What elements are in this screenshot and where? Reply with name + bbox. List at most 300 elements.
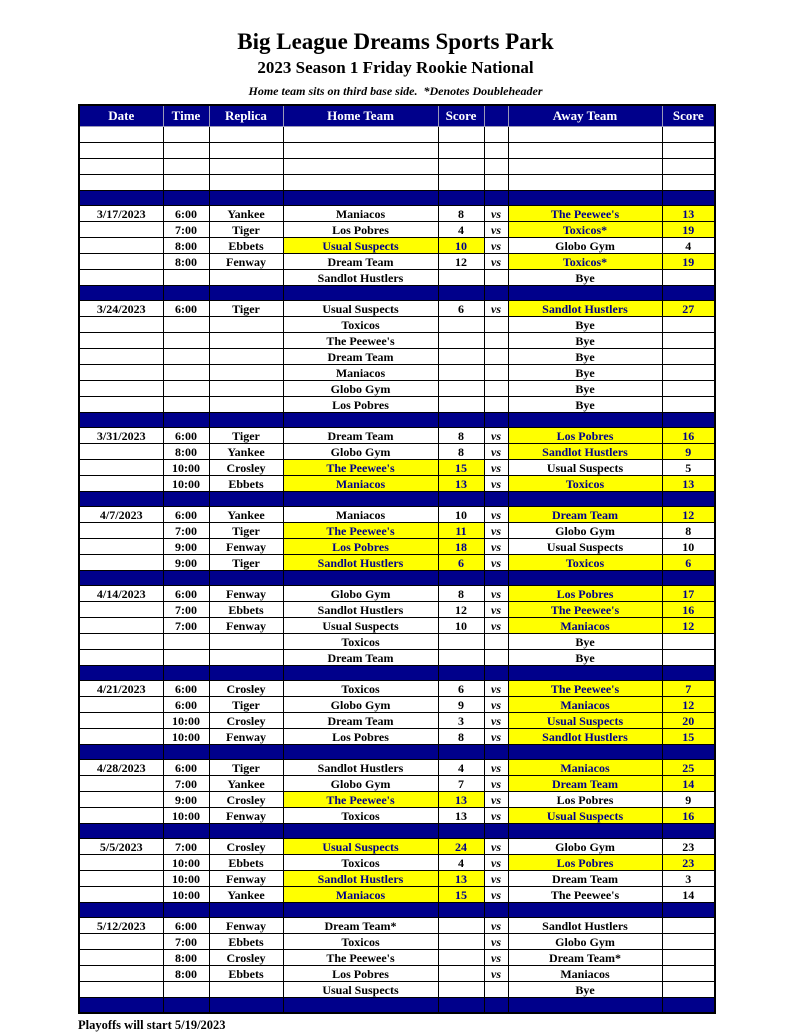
- replica-cell: Fenway: [209, 729, 283, 745]
- separator-cell: [283, 571, 438, 586]
- separator-cell: [508, 998, 662, 1014]
- time-cell: 10:00: [163, 476, 209, 492]
- away-score-cell: [662, 143, 715, 159]
- replica-cell: Crosley: [209, 460, 283, 476]
- vs-cell: [484, 317, 508, 333]
- home-score-cell: [438, 127, 484, 143]
- separator-cell: [209, 824, 283, 839]
- date-cell: [79, 855, 163, 871]
- vs-cell: [484, 127, 508, 143]
- away-score-cell: [662, 333, 715, 349]
- vs-cell: [484, 270, 508, 286]
- date-cell: 3/24/2023: [79, 301, 163, 317]
- empty-row: [79, 127, 715, 143]
- home-score-cell: 13: [438, 476, 484, 492]
- separator-cell: [163, 903, 209, 918]
- time-cell: [163, 650, 209, 666]
- vs-cell: vs: [484, 934, 508, 950]
- date-cell: [79, 317, 163, 333]
- week-separator-row: [79, 903, 715, 918]
- away-score-cell: 6: [662, 555, 715, 571]
- home-score-cell: 4: [438, 760, 484, 776]
- date-cell: [79, 349, 163, 365]
- schedule-table-body: [79, 127, 715, 1014]
- home-team-cell: Toxicos: [283, 855, 438, 871]
- replica-cell: Tiger: [209, 222, 283, 238]
- time-cell: 7:00: [163, 523, 209, 539]
- home-team-cell: Dream Team*: [283, 918, 438, 934]
- schedule-table: [78, 104, 716, 1014]
- replica-cell: [209, 397, 283, 413]
- away-score-cell: 9: [662, 444, 715, 460]
- away-team-cell: The Peewee's: [508, 206, 662, 222]
- away-team-cell: Maniacos: [508, 697, 662, 713]
- separator-cell: [662, 571, 715, 586]
- home-team-cell: Globo Gym: [283, 444, 438, 460]
- away-score-cell: 23: [662, 839, 715, 855]
- time-cell: 8:00: [163, 238, 209, 254]
- away-score-cell: 27: [662, 301, 715, 317]
- col-header-date: Date: [79, 105, 163, 127]
- time-cell: [163, 333, 209, 349]
- replica-cell: Fenway: [209, 586, 283, 602]
- time-cell: 7:00: [163, 934, 209, 950]
- home-team-cell: Usual Suspects: [283, 982, 438, 998]
- home-team-cell: [283, 143, 438, 159]
- away-team-cell: Maniacos: [508, 966, 662, 982]
- separator-cell: [283, 191, 438, 206]
- home-team-cell: Dream Team: [283, 349, 438, 365]
- separator-cell: [508, 903, 662, 918]
- time-cell: [163, 270, 209, 286]
- home-score-cell: [438, 397, 484, 413]
- away-team-cell: Maniacos: [508, 618, 662, 634]
- date-cell: 5/5/2023: [79, 839, 163, 855]
- home-team-cell: [283, 127, 438, 143]
- away-team-cell: The Peewee's: [508, 887, 662, 903]
- date-cell: [79, 143, 163, 159]
- bye-row: [79, 650, 715, 666]
- home-score-cell: 18: [438, 539, 484, 555]
- home-team-cell: Usual Suspects: [283, 301, 438, 317]
- time-cell: 6:00: [163, 697, 209, 713]
- time-cell: 6:00: [163, 206, 209, 222]
- replica-cell: Tiger: [209, 697, 283, 713]
- separator-cell: [662, 998, 715, 1014]
- away-score-cell: 17: [662, 586, 715, 602]
- separator-cell: [283, 903, 438, 918]
- date-cell: [79, 808, 163, 824]
- away-team-cell: Bye: [508, 634, 662, 650]
- away-score-cell: [662, 270, 715, 286]
- time-cell: 10:00: [163, 887, 209, 903]
- separator-cell: [484, 998, 508, 1014]
- home-team-cell: Usual Suspects: [283, 839, 438, 855]
- game-row: [79, 254, 715, 270]
- away-team-cell: Bye: [508, 650, 662, 666]
- replica-cell: Ebbets: [209, 238, 283, 254]
- replica-cell: [209, 634, 283, 650]
- replica-cell: Fenway: [209, 618, 283, 634]
- away-score-cell: 8: [662, 523, 715, 539]
- separator-cell: [79, 571, 163, 586]
- date-cell: [79, 381, 163, 397]
- game-row: [79, 966, 715, 982]
- separator-cell: [283, 492, 438, 507]
- vs-cell: vs: [484, 507, 508, 523]
- game-row: [79, 808, 715, 824]
- date-cell: [79, 934, 163, 950]
- home-score-cell: [438, 317, 484, 333]
- date-cell: [79, 713, 163, 729]
- away-team-cell: Dream Team*: [508, 950, 662, 966]
- home-team-cell: Sandlot Hustlers: [283, 270, 438, 286]
- home-score-cell: 6: [438, 555, 484, 571]
- game-row: [79, 555, 715, 571]
- game-row: [79, 222, 715, 238]
- date-cell: [79, 950, 163, 966]
- date-cell: [79, 602, 163, 618]
- game-row: [79, 792, 715, 808]
- away-team-cell: Bye: [508, 381, 662, 397]
- schedule-table-header: [79, 105, 715, 127]
- empty-row: [79, 143, 715, 159]
- date-cell: 3/31/2023: [79, 428, 163, 444]
- home-team-cell: Maniacos: [283, 507, 438, 523]
- away-team-cell: Globo Gym: [508, 238, 662, 254]
- home-team-cell: The Peewee's: [283, 333, 438, 349]
- home-team-cell: [283, 159, 438, 175]
- separator-cell: [283, 413, 438, 428]
- replica-cell: [209, 175, 283, 191]
- game-row: [79, 681, 715, 697]
- home-score-cell: 12: [438, 602, 484, 618]
- home-score-cell: 4: [438, 222, 484, 238]
- home-score-cell: 6: [438, 301, 484, 317]
- separator-cell: [209, 286, 283, 301]
- replica-cell: Yankee: [209, 507, 283, 523]
- vs-cell: vs: [484, 586, 508, 602]
- home-team-cell: Toxicos: [283, 317, 438, 333]
- vs-cell: [484, 175, 508, 191]
- week-separator-row: [79, 998, 715, 1014]
- away-team-cell: The Peewee's: [508, 681, 662, 697]
- home-team-cell: The Peewee's: [283, 523, 438, 539]
- date-cell: [79, 397, 163, 413]
- week-separator-row: [79, 666, 715, 681]
- date-cell: [79, 634, 163, 650]
- separator-cell: [662, 492, 715, 507]
- vs-cell: vs: [484, 428, 508, 444]
- separator-cell: [163, 745, 209, 760]
- date-cell: [79, 175, 163, 191]
- separator-cell: [209, 666, 283, 681]
- home-score-cell: 13: [438, 871, 484, 887]
- bye-row: [79, 982, 715, 998]
- replica-cell: Ebbets: [209, 476, 283, 492]
- home-score-cell: 10: [438, 507, 484, 523]
- away-team-cell: Usual Suspects: [508, 713, 662, 729]
- vs-cell: vs: [484, 618, 508, 634]
- bye-row: [79, 349, 715, 365]
- away-team-cell: [508, 175, 662, 191]
- vs-cell: vs: [484, 729, 508, 745]
- separator-cell: [508, 191, 662, 206]
- date-cell: [79, 982, 163, 998]
- separator-cell: [662, 666, 715, 681]
- game-row: [79, 301, 715, 317]
- home-score-cell: [438, 934, 484, 950]
- separator-cell: [283, 824, 438, 839]
- time-cell: 10:00: [163, 713, 209, 729]
- vs-cell: vs: [484, 681, 508, 697]
- away-team-cell: Toxicos: [508, 476, 662, 492]
- separator-cell: [662, 191, 715, 206]
- vs-cell: vs: [484, 839, 508, 855]
- home-score-cell: [438, 918, 484, 934]
- away-team-cell: Sandlot Hustlers: [508, 729, 662, 745]
- home-score-cell: 4: [438, 855, 484, 871]
- home-score-cell: [438, 634, 484, 650]
- away-score-cell: [662, 950, 715, 966]
- time-cell: 8:00: [163, 966, 209, 982]
- col-header-away-team: Away Team: [508, 105, 662, 127]
- col-header-away-score: Score: [662, 105, 715, 127]
- home-team-note: Home team sits on third base side. *Denotes Doubleheader: [248, 84, 543, 98]
- vs-cell: vs: [484, 950, 508, 966]
- separator-cell: [163, 413, 209, 428]
- home-team-cell: Maniacos: [283, 365, 438, 381]
- time-cell: [163, 317, 209, 333]
- separator-cell: [283, 286, 438, 301]
- home-team-cell: Globo Gym: [283, 586, 438, 602]
- separator-cell: [508, 666, 662, 681]
- separator-cell: [438, 824, 484, 839]
- date-cell: [79, 270, 163, 286]
- away-score-cell: 14: [662, 776, 715, 792]
- separator-cell: [209, 998, 283, 1014]
- home-team-cell: Sandlot Hustlers: [283, 871, 438, 887]
- date-cell: 4/21/2023: [79, 681, 163, 697]
- home-score-cell: [438, 159, 484, 175]
- vs-cell: vs: [484, 887, 508, 903]
- vs-cell: vs: [484, 713, 508, 729]
- col-header-vs-spacer: [484, 105, 508, 127]
- separator-cell: [79, 191, 163, 206]
- vs-cell: vs: [484, 871, 508, 887]
- date-cell: [79, 333, 163, 349]
- replica-cell: Tiger: [209, 301, 283, 317]
- away-score-cell: 12: [662, 697, 715, 713]
- week-separator-row: [79, 824, 715, 839]
- replica-cell: Fenway: [209, 918, 283, 934]
- time-cell: [163, 381, 209, 397]
- separator-cell: [484, 824, 508, 839]
- separator-cell: [163, 666, 209, 681]
- page-subtitle: 2023 Season 1 Friday Rookie National: [257, 58, 534, 77]
- away-score-cell: [662, 634, 715, 650]
- separator-cell: [662, 903, 715, 918]
- game-row: [79, 618, 715, 634]
- vs-cell: vs: [484, 855, 508, 871]
- week-separator-row: [79, 286, 715, 301]
- replica-cell: Ebbets: [209, 602, 283, 618]
- time-cell: 6:00: [163, 760, 209, 776]
- vs-cell: [484, 397, 508, 413]
- away-score-cell: [662, 397, 715, 413]
- date-cell: [79, 254, 163, 270]
- vs-cell: vs: [484, 254, 508, 270]
- vs-cell: [484, 650, 508, 666]
- week-separator-row: [79, 191, 715, 206]
- game-row: [79, 839, 715, 855]
- away-score-cell: 7: [662, 681, 715, 697]
- separator-cell: [484, 492, 508, 507]
- bye-row: [79, 270, 715, 286]
- separator-cell: [484, 413, 508, 428]
- away-team-cell: Dream Team: [508, 507, 662, 523]
- time-cell: 6:00: [163, 586, 209, 602]
- separator-cell: [438, 998, 484, 1014]
- home-score-cell: 10: [438, 238, 484, 254]
- time-cell: 6:00: [163, 301, 209, 317]
- bye-row: [79, 397, 715, 413]
- game-row: [79, 586, 715, 602]
- bye-row: [79, 333, 715, 349]
- bye-row: [79, 317, 715, 333]
- date-cell: [79, 127, 163, 143]
- vs-cell: [484, 349, 508, 365]
- home-team-cell: Maniacos: [283, 206, 438, 222]
- date-cell: [79, 539, 163, 555]
- away-score-cell: 13: [662, 206, 715, 222]
- away-score-cell: [662, 650, 715, 666]
- away-score-cell: 12: [662, 507, 715, 523]
- date-cell: [79, 222, 163, 238]
- col-header-replica: Replica: [209, 105, 283, 127]
- time-cell: 7:00: [163, 222, 209, 238]
- date-cell: [79, 871, 163, 887]
- replica-cell: Tiger: [209, 760, 283, 776]
- vs-cell: vs: [484, 539, 508, 555]
- away-team-cell: Bye: [508, 349, 662, 365]
- separator-cell: [662, 824, 715, 839]
- separator-cell: [209, 903, 283, 918]
- separator-cell: [163, 191, 209, 206]
- replica-cell: [209, 333, 283, 349]
- home-team-cell: Toxicos: [283, 681, 438, 697]
- home-score-cell: 10: [438, 618, 484, 634]
- game-row: [79, 729, 715, 745]
- replica-cell: Fenway: [209, 539, 283, 555]
- separator-cell: [438, 903, 484, 918]
- home-score-cell: 8: [438, 444, 484, 460]
- away-score-cell: 10: [662, 539, 715, 555]
- time-cell: 6:00: [163, 918, 209, 934]
- time-cell: 10:00: [163, 460, 209, 476]
- home-score-cell: [438, 143, 484, 159]
- header-row: [79, 105, 715, 127]
- away-score-cell: [662, 349, 715, 365]
- away-team-cell: Globo Gym: [508, 523, 662, 539]
- home-team-cell: Los Pobres: [283, 222, 438, 238]
- home-score-cell: [438, 650, 484, 666]
- separator-cell: [508, 745, 662, 760]
- home-score-cell: [438, 175, 484, 191]
- separator-cell: [79, 492, 163, 507]
- time-cell: 7:00: [163, 602, 209, 618]
- home-score-cell: [438, 365, 484, 381]
- separator-cell: [508, 824, 662, 839]
- time-cell: 7:00: [163, 839, 209, 855]
- time-cell: 10:00: [163, 808, 209, 824]
- time-cell: 10:00: [163, 871, 209, 887]
- separator-cell: [209, 571, 283, 586]
- home-team-cell: The Peewee's: [283, 460, 438, 476]
- home-team-cell: Globo Gym: [283, 381, 438, 397]
- home-score-cell: 12: [438, 254, 484, 270]
- time-cell: 8:00: [163, 950, 209, 966]
- away-score-cell: [662, 175, 715, 191]
- away-score-cell: 12: [662, 618, 715, 634]
- vs-cell: vs: [484, 555, 508, 571]
- separator-cell: [163, 824, 209, 839]
- separator-cell: [508, 571, 662, 586]
- home-team-cell: Maniacos: [283, 476, 438, 492]
- home-team-cell: The Peewee's: [283, 792, 438, 808]
- game-row: [79, 934, 715, 950]
- home-score-cell: 8: [438, 428, 484, 444]
- game-row: [79, 760, 715, 776]
- away-score-cell: 13: [662, 476, 715, 492]
- separator-cell: [79, 413, 163, 428]
- vs-cell: vs: [484, 476, 508, 492]
- away-score-cell: [662, 159, 715, 175]
- date-cell: [79, 697, 163, 713]
- home-score-cell: 8: [438, 729, 484, 745]
- empty-row: [79, 159, 715, 175]
- vs-cell: vs: [484, 697, 508, 713]
- replica-cell: [209, 982, 283, 998]
- home-team-cell: [283, 175, 438, 191]
- home-score-cell: 8: [438, 206, 484, 222]
- separator-cell: [79, 824, 163, 839]
- home-score-cell: 24: [438, 839, 484, 855]
- time-cell: 9:00: [163, 539, 209, 555]
- date-cell: 5/12/2023: [79, 918, 163, 934]
- date-cell: 3/17/2023: [79, 206, 163, 222]
- home-score-cell: 9: [438, 697, 484, 713]
- game-row: [79, 887, 715, 903]
- home-team-cell: Los Pobres: [283, 539, 438, 555]
- game-row: [79, 713, 715, 729]
- time-cell: 7:00: [163, 618, 209, 634]
- replica-cell: Ebbets: [209, 855, 283, 871]
- home-score-cell: 13: [438, 808, 484, 824]
- away-score-cell: 16: [662, 428, 715, 444]
- week-separator-row: [79, 492, 715, 507]
- away-score-cell: [662, 365, 715, 381]
- home-score-cell: 3: [438, 713, 484, 729]
- game-row: [79, 539, 715, 555]
- date-cell: [79, 618, 163, 634]
- vs-cell: vs: [484, 808, 508, 824]
- date-cell: [79, 966, 163, 982]
- date-cell: [79, 365, 163, 381]
- home-team-cell: Dream Team: [283, 650, 438, 666]
- replica-cell: Tiger: [209, 428, 283, 444]
- replica-cell: [209, 143, 283, 159]
